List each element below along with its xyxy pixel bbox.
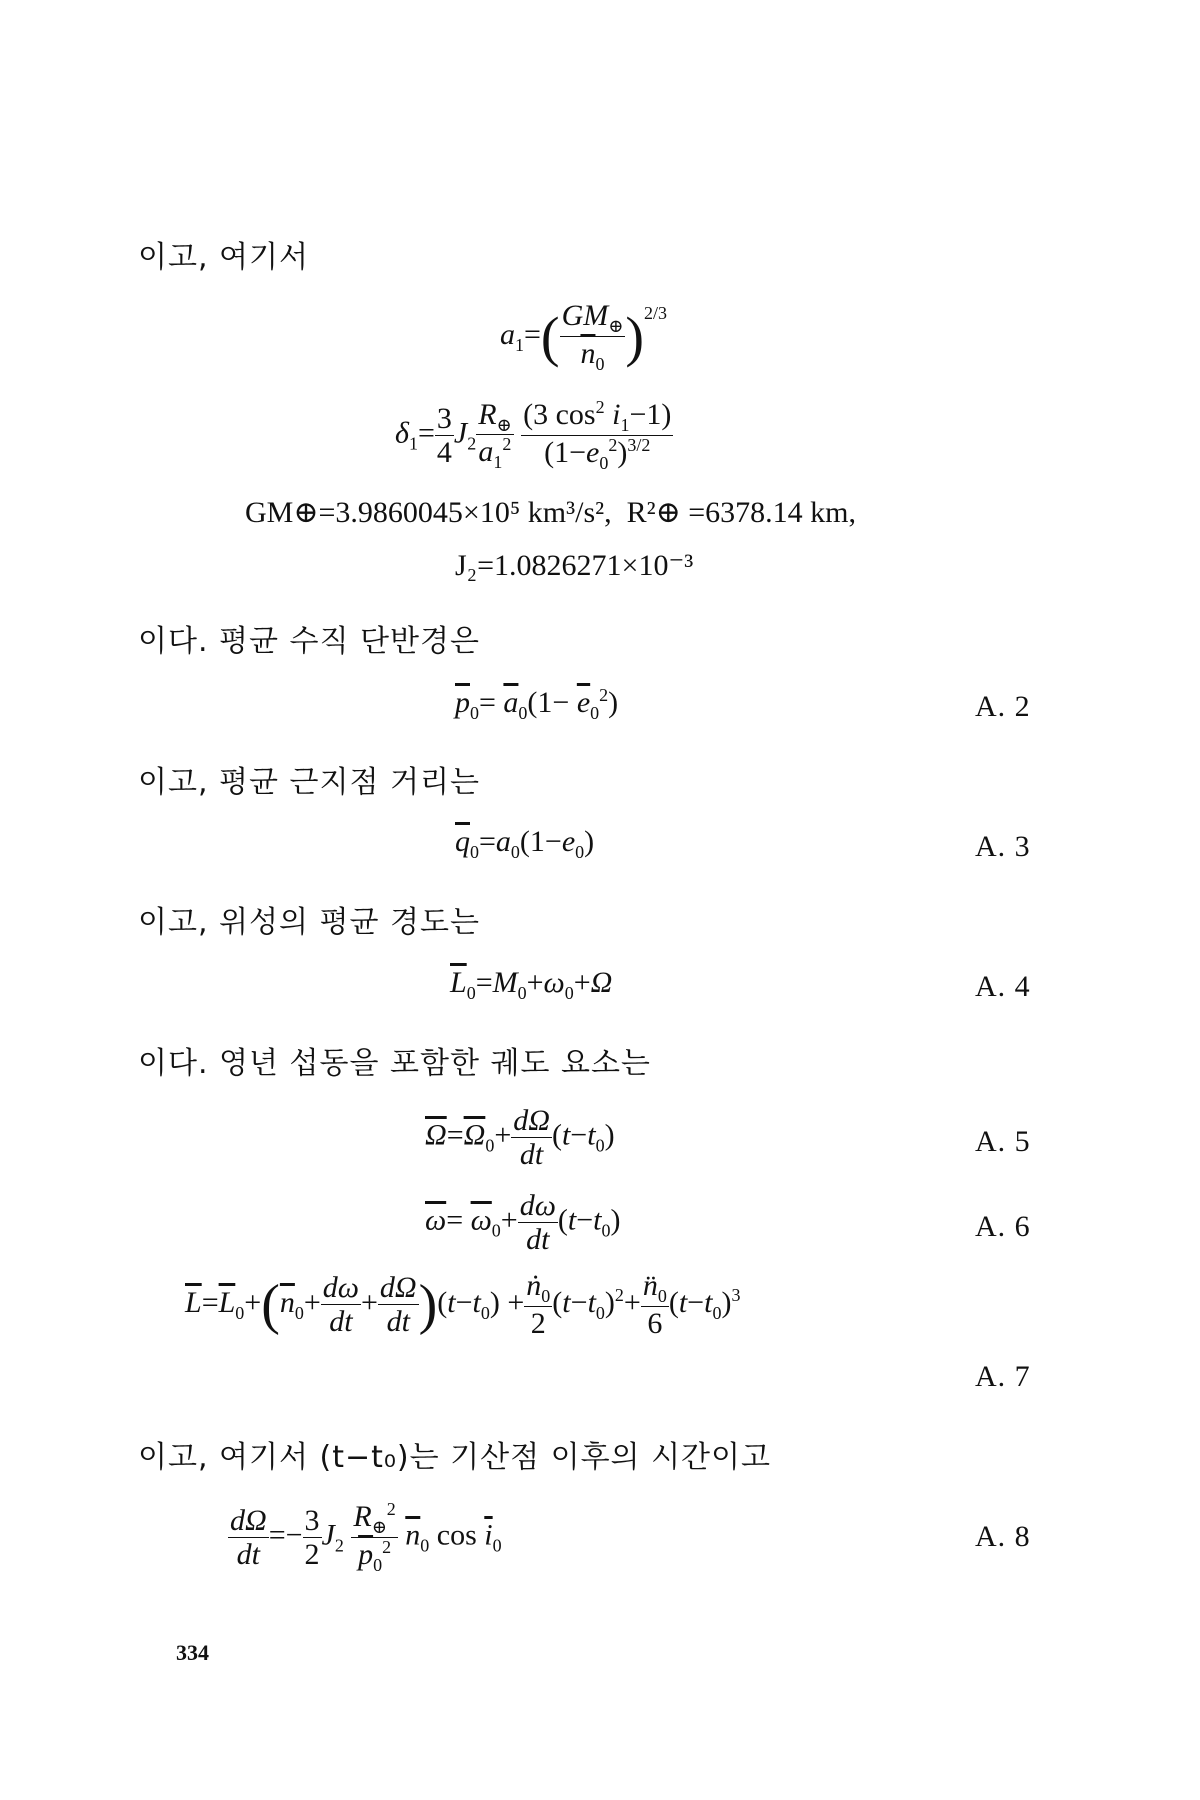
page-number: 334 (176, 1640, 209, 1665)
text-line-2: 이다. 평균 수직 단반경은 (138, 624, 480, 659)
equation-delta1: $\delta_1=$ $\frac{3}{4}$ $J_2$ $\frac{R_\oplus}{a_1^2}$ $\frac{(3 \cos^2 i_1-1)}{(1-e_0^2)^{3/2}}$ (395, 397, 672, 473)
label-a7: A. 7 (975, 1360, 1031, 1393)
equation-a5: $\overline{\Omega}=\overline{\Omega}_0+$ $\frac{d\Omega}{dt}$ $(t-t_0)$ (425, 1104, 615, 1171)
equation-a4: $\overline{L}_0=M_0+\omega_0+\Omega$ (450, 966, 613, 1003)
text-line-6: 이고, 여기서 (t−t₀)는 기산점 이후의 시간이고 (138, 1440, 771, 1475)
earth-radius-constant: R²⊕ =6378.14 km, (626, 496, 857, 529)
text-line-1: 이고, 여기서 (138, 240, 309, 275)
text-line-4: 이고, 위성의 평균 경도는 (138, 905, 480, 940)
label-a2: A. 2 (975, 690, 1031, 723)
j2-constant: J₂=1.0826271×10⁻³ (455, 549, 694, 582)
equation-a1: $a_1=$( $\frac{GM_\oplus}{\overline{n}_0}$ )$^{2/3}$ (500, 299, 667, 374)
equation-a3: $\overline{q}_0=a_0(1-e_0)$ (455, 825, 595, 862)
label-a5: A. 5 (975, 1125, 1031, 1158)
label-a3: A. 3 (975, 830, 1031, 863)
equation-a2: $\overline{p}_0= \overline{a}_0(1- \overline{e}_0^2)$ (455, 685, 619, 723)
label-a8: A. 8 (975, 1520, 1031, 1553)
text-line-3: 이고, 평균 근지점 거리는 (138, 765, 480, 800)
equation-a6: $\overline{\omega}= \overline{\omega}_0+$ $\frac{d\omega}{dt}$ $(t-t_0)$ (425, 1189, 621, 1256)
equation-a8: $\frac{d\Omega}{dt}$ =− $\frac{3}{2}$ $J_2$ $\frac{R_\oplus^2}{\overline{p}_0^2}$ $\overline{n}_0$ $\cos \overline{i}_0$ (230, 1499, 502, 1575)
label-a6: A. 6 (975, 1210, 1031, 1243)
constants-line (245, 495, 856, 530)
label-a4: A. 4 (975, 970, 1031, 1003)
equation-a7: $\overline{L}=\overline{L}_0+(\overline{n}_0+$ $\frac{d\omega}{dt}$ + $\frac{d\Omega}{dt}$ )$(t-t_0)$ + $\frac{ṅ_0}{2}$ $(t-t_0)^2+$ $\frac{n̈_0}{6}$ $(t-t_0)^3$ (185, 1269, 741, 1340)
gm-constant: GM⊕=3.9860045×10⁵ km³/s², (245, 496, 612, 529)
text-line-5: 이다. 영년 섭동을 포함한 궤도 요소는 (138, 1046, 651, 1081)
